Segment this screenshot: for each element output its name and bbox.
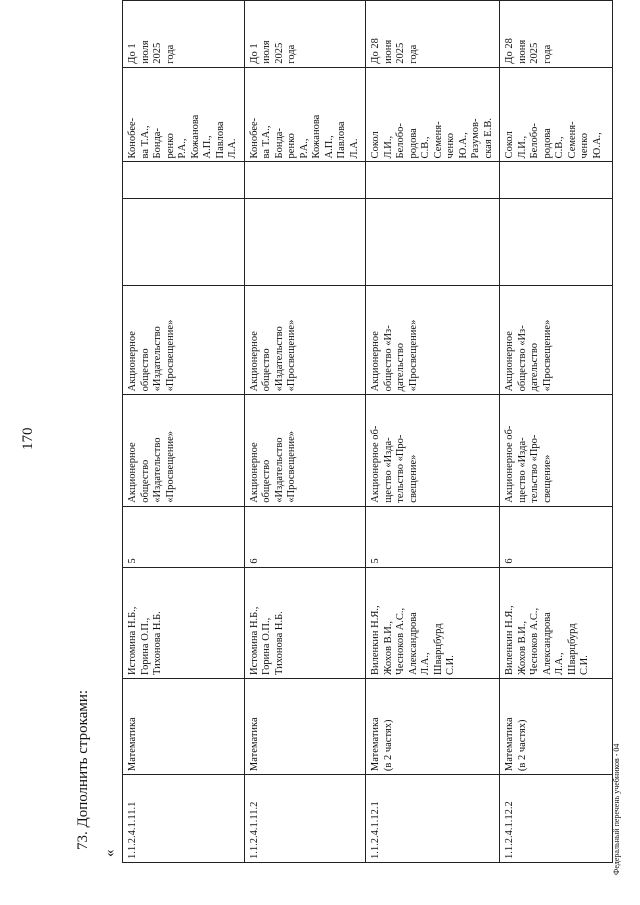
cell-line: Семеня- [566,121,578,159]
cell-line: До 1 [248,43,260,64]
cell-line: ренко [286,133,297,159]
cell-line: «Издательство [152,326,163,392]
publisher-full-cell [123,285,245,395]
cell-line: Л.А., [420,652,431,675]
section-heading: 73. Дополнить строками: [75,689,91,850]
cell-line: «Издательство [273,437,285,503]
authors-cell [500,567,613,678]
publisher-full-cell [366,285,500,395]
table-row [123,1,245,863]
footer-note: Федеральный перечень учебников - 04 [612,743,621,875]
cell-line: Л.А., [554,652,565,675]
cell-line: Акционерное [248,331,260,392]
cell-line: Белобо- [395,123,406,159]
cell-line: Акционерное об- [370,425,381,503]
empty-cell [244,162,366,198]
cell-line: Математика [248,717,260,772]
cell-line: Ю.А., [591,132,603,159]
cell-line: Кожанова [189,114,201,159]
cell-line: ренко [164,133,176,159]
cell-line: июня [516,39,528,64]
subject-cell [500,678,613,774]
publisher-full-cell [244,285,366,395]
deadline-cell [244,1,366,68]
cell-line: щество «Изда- [382,437,394,503]
cell-line: «Просвещение» [164,430,176,503]
cell-line: Акционерное [370,331,381,392]
cell-line: Александрова [541,612,553,675]
deadline-cell [366,1,500,68]
experts-cell [123,67,245,162]
experts-cell [244,67,366,162]
cell-line: Акционерное [127,442,138,503]
cell-line: А.П., [202,135,213,159]
cell-line: тельство «Про- [529,434,540,503]
subject-cell [123,678,245,774]
cell-line: общество [261,348,272,392]
open-quote: « [102,849,118,857]
cell-line: щество «Изда- [516,437,528,503]
cell-line: Ю.А., [457,132,469,159]
authors-cell [123,567,245,678]
publisher-cell [366,395,500,506]
cell-line: Виленкин Н.Я., [504,605,515,675]
textbook-table [122,0,613,863]
cell-line: общество [139,459,151,503]
cell-line: Кожанова [311,114,322,159]
page-number: 170 [20,427,36,450]
cell-line: Павлова [214,121,226,159]
cell-line: Акционерное об- [504,425,515,503]
cell-line: общество «Из- [516,325,528,392]
cell-line: Шварцбурд [566,623,578,675]
cell-line: июля [261,40,272,64]
cell-line: ва Т.А., [139,125,151,159]
code-cell: 1.1.2.4.1.12.2 [500,775,613,863]
cell-line: общество [261,459,272,503]
cell-line: А.П., [323,135,335,159]
cell-line: Бонда- [152,128,163,159]
cell-line: ва Т.А., [261,125,272,159]
cell-line: свещение» [541,454,553,503]
grade-cell: 6 [500,506,613,567]
cell-line: «Издательство [273,326,285,392]
cell-line: ченко [445,133,456,159]
cell-line: Акционерное [127,331,138,392]
cell-line: Конобее- [248,117,260,159]
cell-line: года [286,44,297,64]
empty-cell [500,198,613,285]
empty-cell [244,198,366,285]
grade-cell: 6 [244,506,366,567]
cell-line: ская Е.В. [482,118,494,159]
code-cell: 1.1.2.4.1.12.1 [366,775,500,863]
cell-line: «Просвещение» [286,430,297,503]
authors-cell [366,567,500,678]
cell-line: До 1 [127,43,138,64]
publisher-cell [123,395,245,506]
cell-line: дательство [529,342,540,392]
cell-line: 2025 [395,42,406,64]
cell-line: Математика [504,717,515,772]
cell-line: Бонда- [273,128,285,159]
cell-line: Тихонова Н.Б. [152,611,163,675]
cell-line: 2025 [152,42,163,64]
cell-line: «Издательство [152,437,163,503]
cell-line: «Просвещение» [407,319,419,392]
cell-line: Павлова [336,121,347,159]
cell-line: До 28 [504,38,515,64]
cell-line: июля [139,40,151,64]
empty-cell [366,162,500,198]
grade-cell: 5 [366,506,500,567]
empty-cell [366,198,500,285]
cell-line: «Просвещение» [164,319,176,392]
cell-line: июня [382,39,394,64]
cell-line: Математика [370,717,381,772]
cell-line: 2025 [529,42,540,64]
code-cell: 1.1.2.4.1.11.1 [123,775,245,863]
cell-line: Александрова [407,612,419,675]
cell-line: Виленкин Н.Я., [370,605,381,675]
cell-line: Жохов В.И., [516,620,528,675]
cell-line: Шварцбурд [432,623,444,675]
experts-cell [500,67,613,162]
cell-line: Чесноков А.С., [529,607,540,675]
cell-line: Истомина Н.Б., [127,606,138,675]
publisher-cell [500,395,613,506]
cell-line: Чесноков А.С., [395,607,406,675]
cell-line: дательство [395,342,406,392]
cell-line: Истомина Н.Б., [248,606,260,675]
cell-line: Белобо- [529,123,540,159]
cell-line: Тихонова Н.Б. [273,611,285,675]
cell-line: Л.А. [227,138,238,159]
cell-line: С.И. [579,655,590,675]
cell-line: С.И. [445,655,456,675]
table-row [500,1,613,863]
table-row [366,1,500,863]
publisher-cell [244,395,366,506]
cell-line: Жохов В.И., [382,620,394,675]
empty-cell [123,162,245,198]
empty-cell [500,162,613,198]
cell-line: родова [541,128,553,159]
cell-line: Семеня- [432,121,444,159]
cell-line: С.В., [554,136,565,159]
grade-cell: 5 [123,506,245,567]
cell-line: Сокол [504,131,515,159]
cell-line: Математика [127,717,138,772]
cell-line: Л.И., [382,135,394,159]
cell-line: общество «Из- [382,325,394,392]
cell-line: ченко [579,133,590,159]
code-cell: 1.1.2.4.1.11.2 [244,775,366,863]
cell-line: Горина О.П., [261,617,272,675]
cell-line: (в 2 частях) [382,719,394,772]
publisher-full-cell [500,285,613,395]
authors-cell [244,567,366,678]
subject-cell [244,678,366,774]
cell-line: тельство «Про- [395,434,406,503]
cell-line: года [407,44,419,64]
cell-line: «Просвещение» [541,319,553,392]
subject-cell [366,678,500,774]
empty-cell [123,198,245,285]
cell-line: Л.А. [348,138,360,159]
cell-line: общество [139,348,151,392]
cell-line: Сокол [370,131,381,159]
cell-line: Р.А., [177,138,188,159]
cell-line: Горина О.П., [139,617,151,675]
cell-line: (в 2 частях) [516,719,528,772]
deadline-cell [123,1,245,68]
cell-line: года [164,44,176,64]
cell-line: Конобее- [127,117,138,159]
cell-line: «Просвещение» [286,319,297,392]
cell-line: Разумов- [470,118,481,159]
deadline-cell [500,1,613,68]
cell-line: свещение» [407,454,419,503]
experts-cell [366,67,500,162]
cell-line: родова [407,128,419,159]
cell-line: С.В., [420,136,431,159]
cell-line: Акционерное [504,331,515,392]
cell-line: года [541,44,553,64]
cell-line: Р.А., [298,138,310,159]
cell-line: Л.И., [516,135,528,159]
table-row [244,1,366,863]
cell-line: 2025 [273,42,285,64]
cell-line: До 28 [370,38,381,64]
cell-line: Акционерное [248,442,260,503]
